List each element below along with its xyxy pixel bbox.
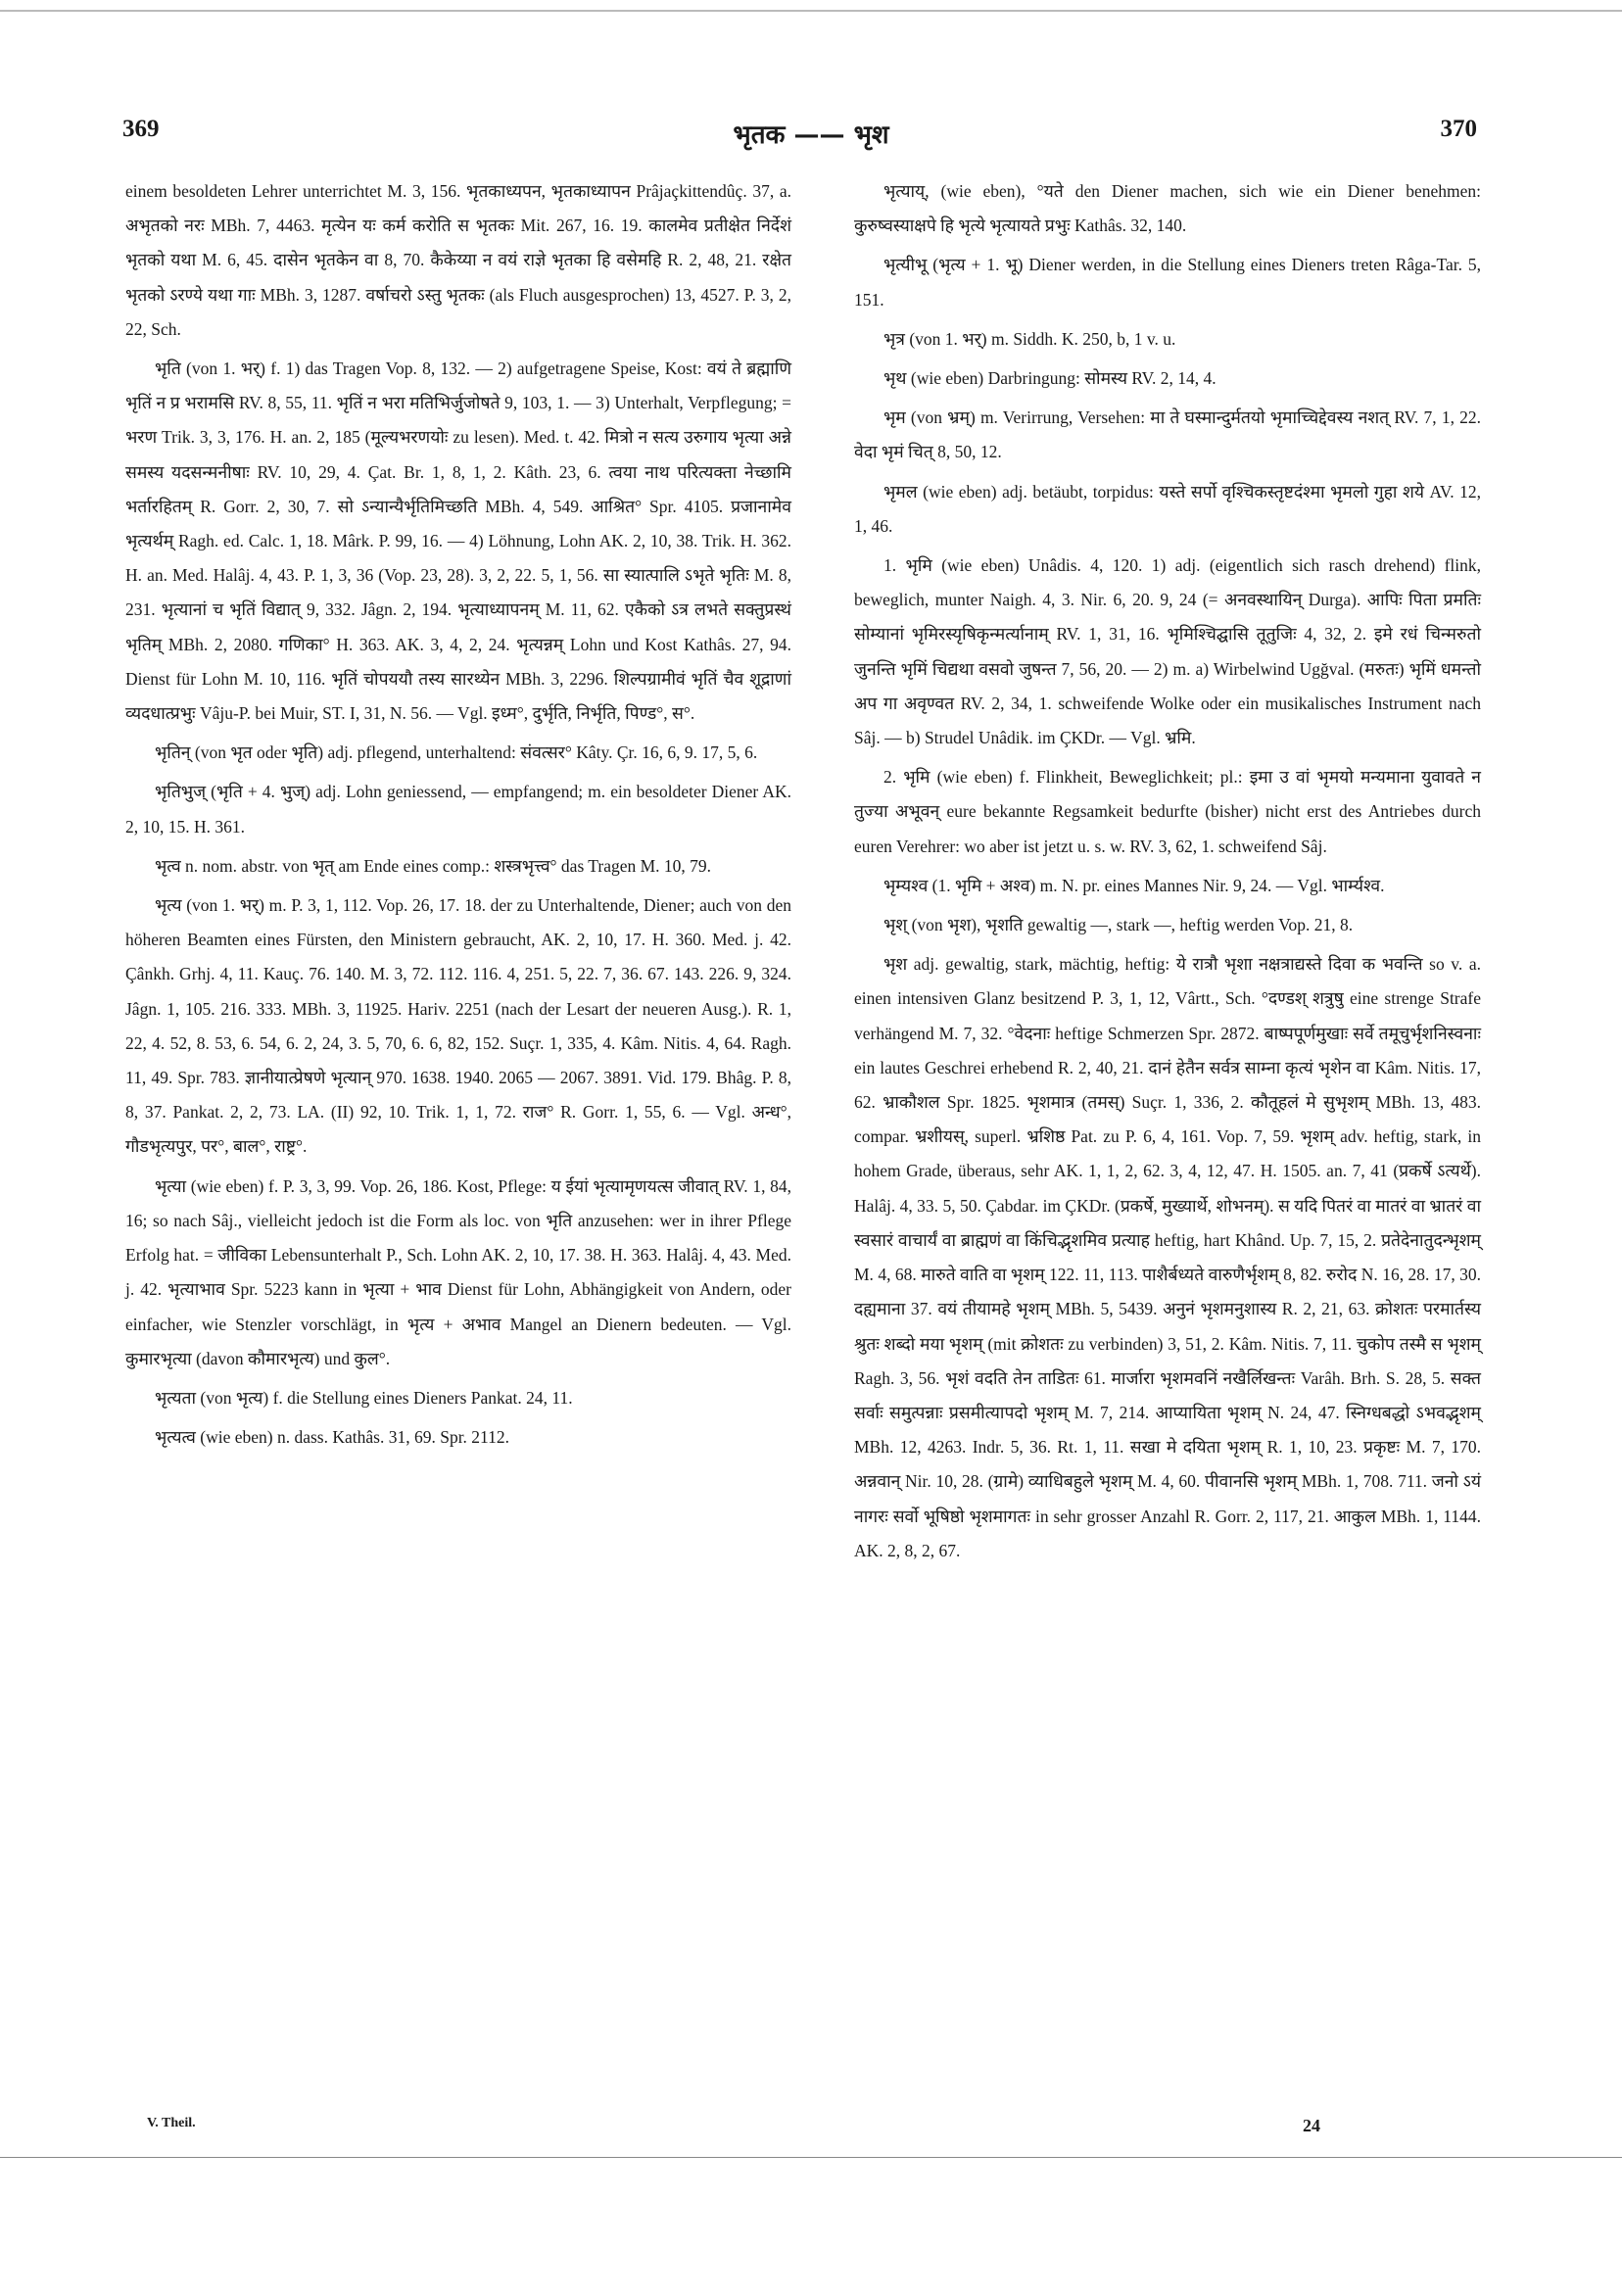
dictionary-entry: भृश adj. gewaltig, stark, mächtig, heftig: ये रात्रौ भृशा नक्षत्राद्यस्ते दिवा क भवन्ति so v. a. einen intensiven Glanz besitzend P. 3, 1, 12, Vârtt., Sch. °दण्डश् शत्रुषु eine strenge Strafe verhängend M. 7, 32. °वेदनाः heftige Schmerzen Spr. 2872. बाष्पपूर्णमुखाः सर्वे तमूचुर्भृशनिस्वनाः ein lautes Geschrei erhebend R. 2, 40, 21. दानं हेतैन सर्वत्र साम्ना कृत्यं भृशेन वा Kâm. Nitis. 17, 62. भ्राकौशल Spr. 1825. भृशमात्र (तमस्) Suçr. 1, 336, 2. कौतूहलं मे सुभृशम् MBh. 13, 483. compar. भ्रशीयस्, superl. भ्रशिष्ठ Pat. zu P. 6, 4, 161. Vop. 7, 59. भृशम् adv. heftig, stark, in hohem Grade, überaus, sehr AK. 1, 1, 2, 62. 3, 4, 12, 47. H. 1505. an. 7, 41 (प्रकर्षे ऽत्यर्थे). Halâj. 4, 33. 5, 50. Çabdar. im ÇKDr. (प्रकर्षे, मुख्यार्थे, शोभनम्). स यदि पितरं वा मातरं वा भ्रातरं वा स्वसारं वाचार्यं वा ब्राह्मणं वा किंचिद्भृशमिव प्रत्याह heftig, hart Khând. Up. 7, 15, 2. प्रतेदेनातुदन्भृशम् M. 4, 68. मारुते वाति वा भृशम् 122. 11, 113. पाशैर्बध्यते वारुणैर्भृशम् 8, 82. रुरोद N. 16, 28. 17, 30. दह्यमाना 37. वयं तीयामहे भृशम् MBh. 5, 5439. अनुनं भृशमनुशास्य R. 2, 21, 63. क्रोशतः परमार्तस्य श्रुतः शब्दो मया भृशम् (mit क्रोशतः zu verbinden) 3, 51, 2. Kâm. Nitis. 7, 11. चुकोप तस्मै स भृशम् Ragh. 3, 56. भृशं वदति तेन ताडितः 61. मार्जारा भृशमवनिं नखैर्लिखन्तः Varâh. Brh. S. 28, 5. सक्त सर्वाः समुत्पन्नाः प्रसमीत्यापदो भृशम् M. 7, 214. आप्यायिता भृशम् N. 24, 47. स्निग्धबद्धो ऽभवद्भृशम् MBh. 12, 4263. Indr. 5, 36. Rt. 1, 11. सखा मे दयिता भृशम् R. 1, 10, 23. प्रकृष्टः M. 7, 170. अन्नवान् Nir. 10, 28. (ग्रामे) व्याधिबहुले भृशम् M. 4, 60. पीवानसि भृशम् MBh. 1, 708. 711. जनो ऽयं नागरः सर्वो भूषिष्ठो भृशमागतः in sehr grosser Anzahl R. Gorr. 2, 117, 21. आकुल MBh. 1, 1144. AK. 2, 8, 2, 67. bbox=[854, 954, 1481, 1560]
dictionary-entry: भृतिभुज् (भृति + 4. भुज्) adj. Lohn geniessend, — empfangend; m. ein besoldeter Diener AK. 2, 10, 15. H. 361. bbox=[125, 782, 791, 837]
dictionary-entry: भृत्व n. nom. abstr. von भृत् am Ende eines comp.: शस्त्रभृत्त्व° das Tragen M. 10, 79. bbox=[155, 855, 712, 876]
dictionary-entry: भृत्यीभू (भृत्य + 1. भू) Diener werden, in die Stellung eines Dieners treten Râga-Tar. 5, 151. bbox=[854, 255, 1481, 310]
dictionary-entry: 1. भृमि (wie eben) Unâdis. 4, 120. 1) adj. (eigentlich sich rasch drehend) flink, beweglich, munter Naigh. 4, 3. Nir. 6, 20. 9, 24 (= अनवस्थायिन् Durga). आपिः पिता प्रमतिः सोम्यानां भृमिरस्यृषिकृन्मर्त्यानाम् RV. 1, 31, 16. भृमिश्चिद्घासि तूतुजिः 4, 32, 2. इमे रधं चिन्मरुतो जुनन्ति भृमिं चिद्यथा वसवो जुषन्त 7, 56, 20. — 2) m. a) Wirbelwind Ugğval. (मरुतः) भृमिं धमन्तो अप गा अवृण्वत RV. 2, 34, 1. schweifende Wolke oder ein musikalisches Instrument nach Sâj. — b) Strudel Unâdik. im ÇKDr. — Vgl. भ्रमि. bbox=[854, 555, 1481, 748]
page-number-left: 369 bbox=[122, 116, 160, 142]
dictionary-entry: भृम (von भ्रम्) m. Verirrung, Versehen: मा ते घस्मान्दुर्मतयो भृमाच्चिद्देवस्य नशत् RV. 7, 1, 22. वेदा भृमं चित् 8, 50, 12. bbox=[854, 407, 1481, 462]
scan-edge-line bbox=[0, 10, 1622, 12]
dictionary-entry: भृत्या (wie eben) f. P. 3, 3, 99. Vop. 26, 186. Kost, Pflege: य ईयां भृत्यामृणयत्स जीवात् RV. 1, 84, 16; so nach Sâj., vielleicht jedoch ist die Form als loc. von भृति anzusehen: wer in ihrer Pflege Erfolg hat. = जीविका Lebensunterhalt P., Sch. Lohn AK. 2, 10, 17. 38. H. 363. Halâj. 4, 43. Med. j. 42. भृत्याभाव Spr. 5223 kann in भृत्या + भाव Dienst für Lohn, Abhängigkeit von Andern, oder einfacher, wie Stenzler vorschlägt, in भृत्य + अभाव Mangel an Dienern bedeuten. — Vgl. कुमारभृत्या (davon कौमारभृत्य) und कुल°. bbox=[125, 1175, 791, 1368]
dictionary-entry: भृश् (von भृश), भृशति gewaltig —, stark —, heftig werden Vop. 21, 8. bbox=[883, 915, 1354, 935]
dictionary-entry: भृत्यता (von भृत्य) f. die Stellung eines Dieners Pankat. 24, 11. bbox=[155, 1387, 573, 1408]
volume-signature: V. Theil. bbox=[147, 2116, 196, 2130]
running-title: भृतक —— भृश bbox=[733, 120, 889, 150]
dictionary-entry: भृति (von 1. भर्) f. 1) das Tragen Vop. 8, 132. — 2) aufgetragene Speise, Kost: वयं ते ब्रह्माणि भृतिं न प्र भरामसि RV. 8, 55, 11. भृतिं न भरा मतिभिर्जुजोषते 9, 103, 1. — 3) Unterhalt, Verpflegung; = भरण Trik. 3, 3, 176. H. an. 2, 185 (मूल्यभरणयोः zu lesen). Med. t. 42. मित्रो न सत्य उरुगाय भृत्या अन्ने समस्य यदसन्मनीषाः RV. 10, 29, 4. Çat. Br. 1, 8, 1, 2. Kâth. 23, 6. त्वया नाथ परित्यक्ता नेच्छामि भर्तारहितम् R. Gorr. 2, 30, 7. सो ऽन्यान्यैर्भृतिमिच्छति MBh. 4, 549. आश्रित° Spr. 4105. प्रजानामेव भृत्यर्थम् Ragh. ed. Calc. 1, 18. Mârk. P. 99, 16. — 4) Löhnung, Lohn AK. 2, 10, 38. Trik. H. 362. H. an. Med. Halâj. 4, 43. P. 1, 3, 36 (Vop. 23, 28). 3, 2, 22. 5, 1, 56. सा स्यात्पालि ऽभृते भृतिः M. 8, 231. भृत्यानां च भृतिं विद्यात् 9, 332. Jâgn. 2, 194. भृत्याध्यापनम् M. 11, 62. एकैको ऽत्र लभते सक्तुप्रस्थं भृतिम् MBh. 2, 2080. गणिका° H. 363. AK. 3, 4, 2, 24. भृत्यन्नम् Lohn und Kost Kathâs. 27, 94. Dienst für Lohn M. 10, 116. भृतिं चोपययौ तस्य सारथ्येन MBh. 3, 2296. शिल्पग्रामीवं भृतिं चैव शूद्राणां व्यदधात्प्रभुः Vâju-P. bei Muir, ST. I, 31, N. 56. — Vgl. इध्म°, दुर्भृति, निर्भृति, पिण्ड°, स°. bbox=[125, 359, 791, 724]
dictionary-entry: einem besoldeten Lehrer unterrichtet M. 3, 156. भृतकाध्यपन, भृतकाध्यापन Prâjaçkittendûç. 37, a. अभृतको नरः MBh. 7, 4463. मृत्येन यः कर्म करोति स भृतकः Mit. 267, 16. 19. कालमेव प्रतीक्षेत निर्देशं भृतको यथा M. 6, 45. दासेन भृतकेन वा 8, 70. कैकेय्या न वयं राज्ञे भृतका हि वसेमहि R. 2, 48, 21. रक्षेत भृतको ऽरण्ये यथा गाः MBh. 3, 1287. वर्षाचरो ऽस्तु भृतकः (als Fluch ausgesprochen) 13, 4527. P. 3, 2, 22, Sch. bbox=[125, 181, 791, 339]
dictionary-entry: भृमल (wie eben) adj. betäubt, torpidus: यस्ते सर्पो वृश्चिकस्तृष्टदंश्मा भृमलो गुहा शये AV. 12, 1, 46. bbox=[854, 481, 1481, 536]
right-column bbox=[854, 174, 1481, 1573]
page-number-right: 370 bbox=[1440, 116, 1477, 142]
dictionary-entry: भृतिन् (von भृत oder भृति) adj. pflegend, unterhaltend: संवत्सर° Kâty. Çr. 16, 6, 9. 17, 5, 6. bbox=[155, 742, 758, 763]
dictionary-entry: भृत्यत्व (wie eben) n. dass. Kathâs. 31, 69. Spr. 2112. bbox=[155, 1427, 510, 1448]
dictionary-entry: भृत्याय्, (wie eben), °यते den Diener machen, sich wie ein Diener benehmen: कुरुष्वस्याक्षपे हि भृत्ये भृत्यायते प्रभुः Kathâs. 32, 140. bbox=[854, 181, 1481, 236]
dictionary-entry: भृत्य (von 1. भर्) m. P. 3, 1, 112. Vop. 26, 17. 18. der zu Unterhaltende, Diener; auch von den höheren Beamten eines Fürsten, den Ministern gebraucht, AK. 2, 10, 17. H. 360. Med. j. 42. Çânkh. Grhj. 4, 11. Kauç. 76. 140. M. 3, 72. 112. 116. 4, 251. 5, 22. 7, 36. 67. 143. 226. 9, 324. Jâgn. 1, 105. 216. 333. MBh. 3, 11925. Hariv. 2251 (nach der Lesart der neueren Ausg.). R. 1, 22, 4. 52, 8. 53, 6. 54, 6. 2, 24, 3. 5, 70, 6. 6, 82, 152. Suçr. 1, 335, 4. Kâm. Nitis. 4, 64. Ragh. 11, 49. Spr. 783. ज्ञानीयात्प्रेषणे भृत्यान् 970. 1638. 1940. 2065 — 2067. 3891. Vid. 179. Bhâg. P. 8, 8, 37. Pankat. 2, 2, 73. LA. (II) 92, 10. Trik. 1, 1, 72. राज° R. Gorr. 1, 55, 6. — Vgl. अन्ध°, गौडभृत्यपुर, पर°, बाल°, राष्ट्र°. bbox=[125, 895, 791, 1157]
sheet-number: 24 bbox=[1303, 2116, 1320, 2135]
left-column bbox=[125, 174, 791, 1459]
dictionary-entry: भृथ (wie eben) Darbringung: सोमस्य RV. 2, 14, 4. bbox=[883, 368, 1216, 389]
bottom-rule bbox=[0, 2157, 1622, 2158]
dictionary-entry: भृत्र (von 1. भर्) m. Siddh. K. 250, b, 1 v. u. bbox=[883, 328, 1176, 349]
page-header bbox=[0, 116, 1622, 155]
dictionary-entry: 2. भृमि (wie eben) f. Flinkheit, Beweglichkeit; pl.: इमा उ वां भृमयो मन्यमाना युवावते न तुज्या अभूवन् eure bekannte Regsamkeit bedurfte (bisher) nicht erst des Antriebes durch euren Verehrer: wo aber ist jetzt u. s. w. RV. 3, 62, 1. schweifend Sâj. bbox=[854, 767, 1481, 856]
dictionary-entry: भृम्यश्व (1. भृमि + अश्व) m. N. pr. eines Mannes Nir. 9, 24. — Vgl. भार्म्यश्व. bbox=[883, 875, 1385, 895]
